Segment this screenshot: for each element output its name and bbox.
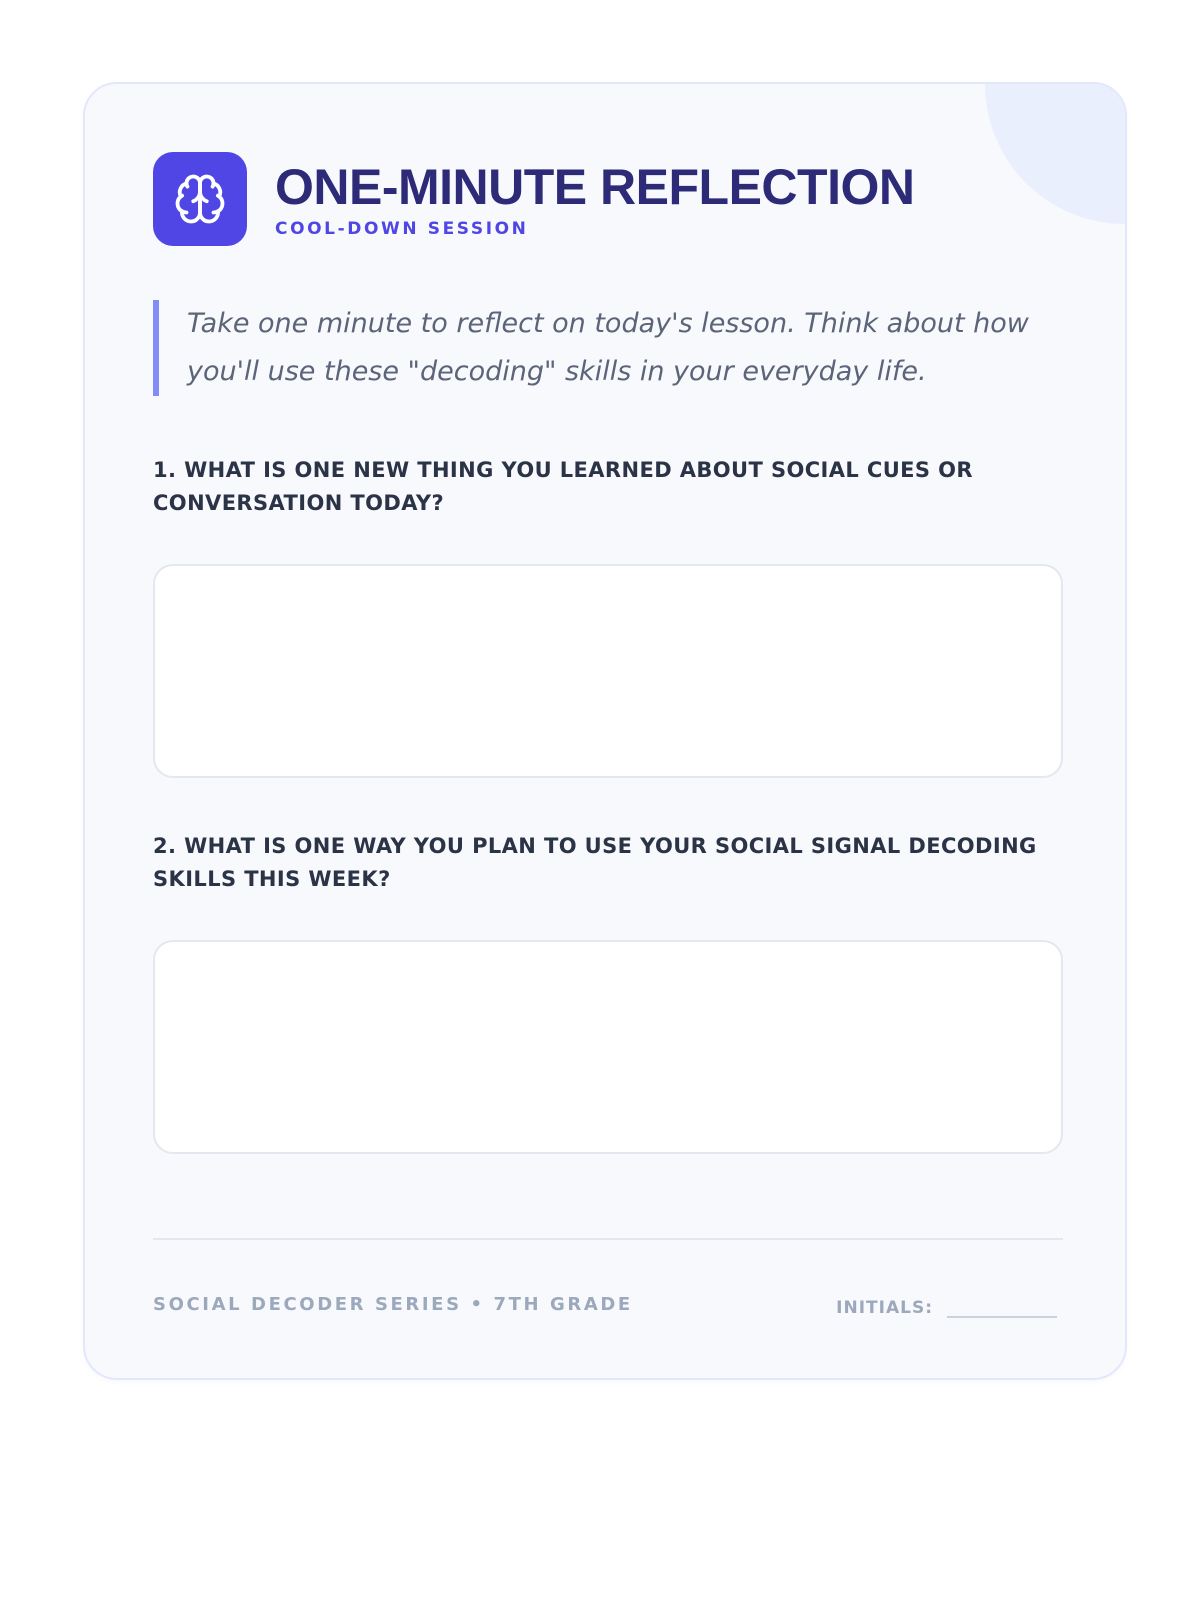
intro-text: Take one minute to reflect on today's lesson. Think about how you'll use these "decoding" skills in your everyday life. bbox=[187, 308, 1029, 387]
corner-decoration bbox=[985, 82, 1127, 224]
brain-icon bbox=[153, 152, 247, 246]
answer-1-field[interactable] bbox=[153, 564, 1063, 778]
title-block bbox=[275, 159, 914, 239]
page-subtitle: COOL-DOWN SESSION bbox=[275, 219, 529, 239]
page-title: ONE-MINUTE REFLECTION bbox=[275, 159, 915, 215]
question-2-label: 2. WHAT IS ONE WAY YOU PLAN TO USE YOUR SOCIAL SIGNAL DECODING SKILLS THIS WEEK? bbox=[153, 834, 1037, 891]
header bbox=[153, 152, 914, 246]
reflection-card bbox=[83, 82, 1127, 1380]
intro-quote bbox=[153, 300, 1033, 396]
series-label: SOCIAL DECODER SERIES • 7TH GRADE bbox=[153, 1294, 633, 1315]
initials-group bbox=[836, 1292, 1057, 1318]
initials-field[interactable] bbox=[947, 1292, 1057, 1318]
initials-label: INITIALS: bbox=[836, 1298, 933, 1318]
answer-2-field[interactable] bbox=[153, 940, 1063, 1154]
question-1-label: 1. WHAT IS ONE NEW THING YOU LEARNED ABOUT SOCIAL CUES OR CONVERSATION TODAY? bbox=[153, 458, 973, 515]
footer-divider bbox=[153, 1238, 1063, 1240]
